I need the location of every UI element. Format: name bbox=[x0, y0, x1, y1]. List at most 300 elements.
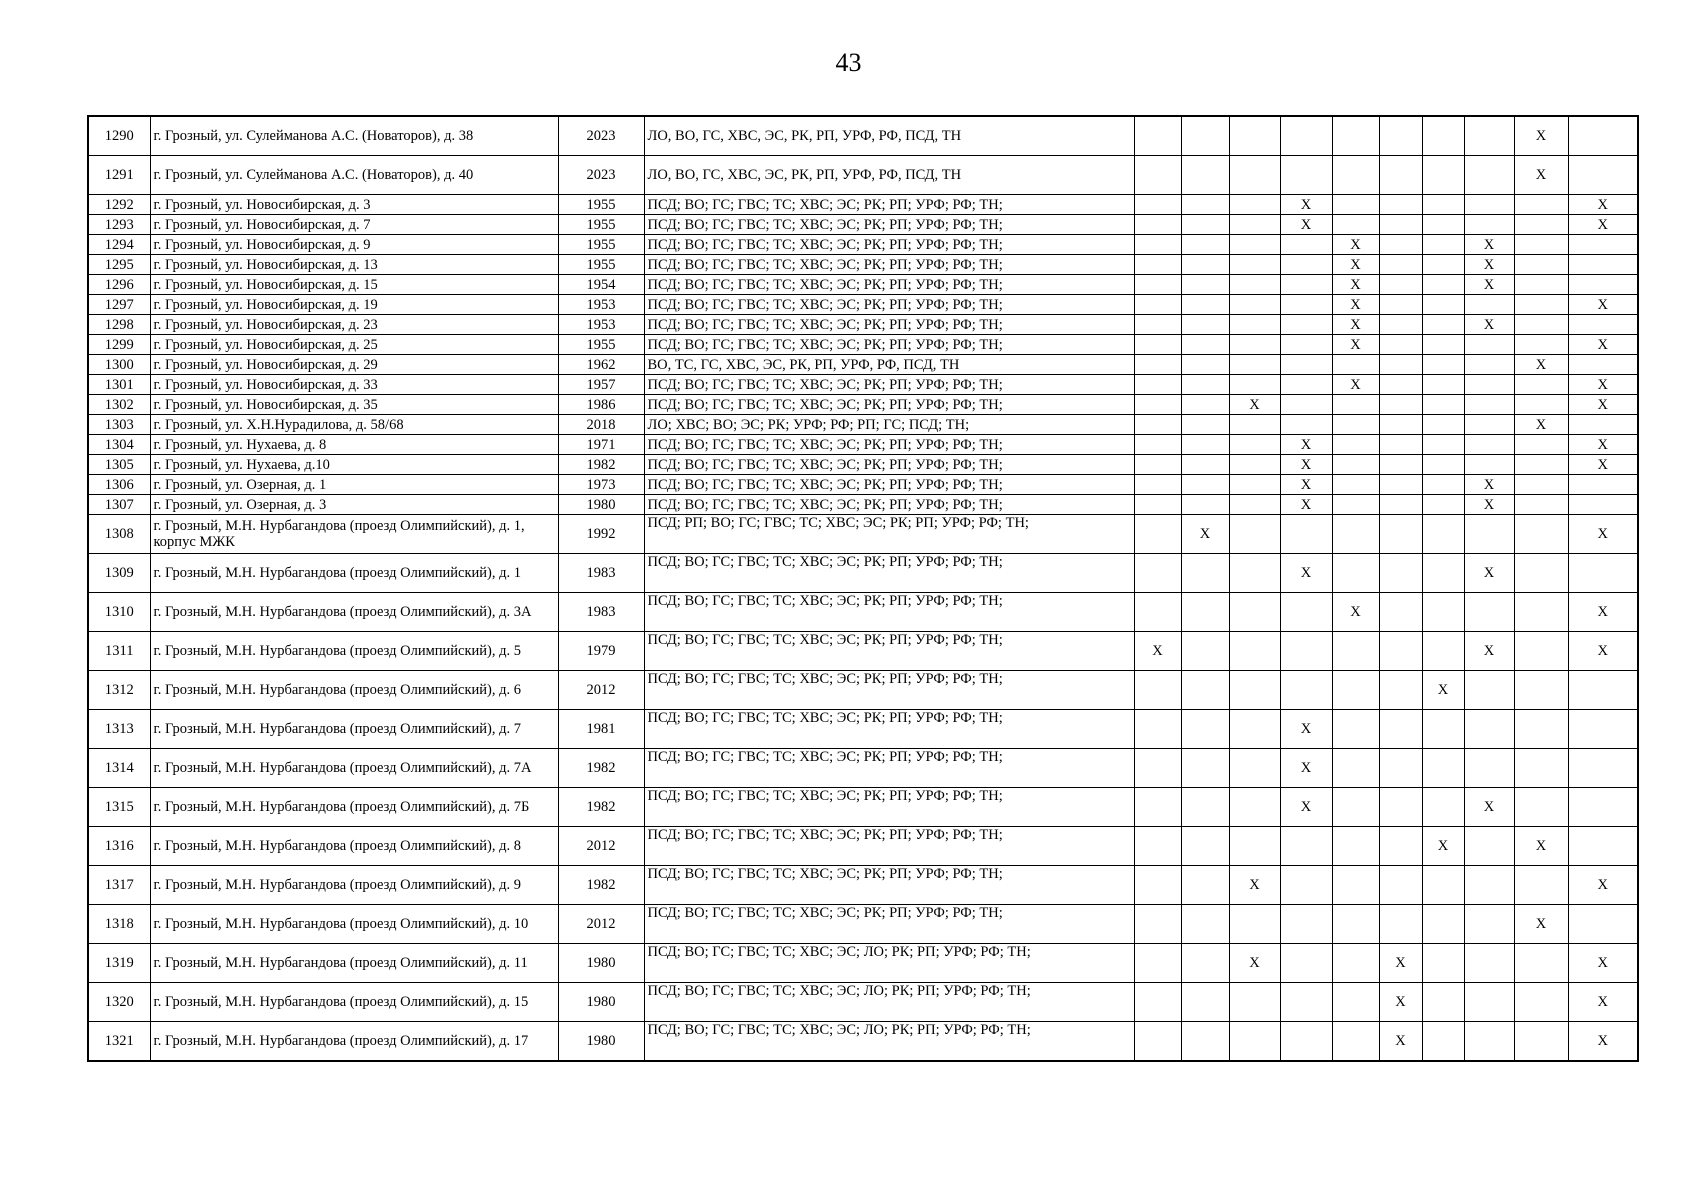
row-address: г. Грозный, М.Н. Нурбагандова (проезд Олимпийский), д. 15 bbox=[150, 983, 558, 1022]
row-mark-2 bbox=[1181, 235, 1229, 255]
row-works: ПСД; ВО; ГС; ГВС; ТС; ХВС; ЭС; РК; РП; УРФ; РФ; ТН; bbox=[644, 632, 1134, 671]
row-mark-3 bbox=[1229, 710, 1280, 749]
row-mark-8 bbox=[1464, 866, 1514, 905]
row-number: 1315 bbox=[88, 788, 150, 827]
row-number: 1295 bbox=[88, 255, 150, 275]
table-row bbox=[88, 255, 1638, 275]
row-mark-7 bbox=[1422, 215, 1464, 235]
row-mark-4 bbox=[1280, 395, 1332, 415]
row-mark-8 bbox=[1464, 1022, 1514, 1062]
row-mark-6: X bbox=[1379, 983, 1422, 1022]
row-year: 1955 bbox=[558, 335, 644, 355]
row-works: ПСД; ВО; ГС; ГВС; ТС; ХВС; ЭС; РК; РП; УРФ; РФ; ТН; bbox=[644, 235, 1134, 255]
row-mark-8 bbox=[1464, 195, 1514, 215]
row-mark-6 bbox=[1379, 215, 1422, 235]
row-number: 1316 bbox=[88, 827, 150, 866]
row-mark-1 bbox=[1134, 554, 1181, 593]
row-mark-4: X bbox=[1280, 475, 1332, 495]
row-year: 1973 bbox=[558, 475, 644, 495]
row-mark-3 bbox=[1229, 515, 1280, 554]
row-address: г. Грозный, М.Н. Нурбагандова (проезд Олимпийский), д. 1, корпус МЖК bbox=[150, 515, 558, 554]
row-mark-2 bbox=[1181, 255, 1229, 275]
row-mark-8 bbox=[1464, 827, 1514, 866]
table-row bbox=[88, 116, 1638, 156]
row-works: ПСД; ВО; ГС; ГВС; ТС; ХВС; ЭС; РК; РП; УРФ; РФ; ТН; bbox=[644, 671, 1134, 710]
row-mark-9 bbox=[1514, 495, 1568, 515]
row-address: г. Грозный, М.Н. Нурбагандова (проезд Олимпийский), д. 7А bbox=[150, 749, 558, 788]
row-number: 1300 bbox=[88, 355, 150, 375]
row-mark-7 bbox=[1422, 335, 1464, 355]
row-number: 1304 bbox=[88, 435, 150, 455]
row-mark-3 bbox=[1229, 295, 1280, 315]
row-mark-9 bbox=[1514, 455, 1568, 475]
row-year: 1955 bbox=[558, 235, 644, 255]
row-mark-1 bbox=[1134, 355, 1181, 375]
row-mark-6 bbox=[1379, 495, 1422, 515]
row-mark-8 bbox=[1464, 593, 1514, 632]
row-mark-5 bbox=[1332, 983, 1379, 1022]
row-mark-9: X bbox=[1514, 905, 1568, 944]
row-mark-3 bbox=[1229, 275, 1280, 295]
row-year: 1954 bbox=[558, 275, 644, 295]
row-mark-2 bbox=[1181, 827, 1229, 866]
table-row bbox=[88, 375, 1638, 395]
row-year: 1982 bbox=[558, 455, 644, 475]
row-mark-5 bbox=[1332, 671, 1379, 710]
row-mark-3 bbox=[1229, 749, 1280, 788]
row-number: 1290 bbox=[88, 116, 150, 156]
row-works: ПСД; РП; ВО; ГС; ГВС; ТС; ХВС; ЭС; РК; РП; УРФ; РФ; ТН; bbox=[644, 515, 1134, 554]
row-works: ПСД; ВО; ГС; ГВС; ТС; ХВС; ЭС; РК; РП; УРФ; РФ; ТН; bbox=[644, 866, 1134, 905]
row-mark-10 bbox=[1568, 749, 1638, 788]
row-works: ПСД; ВО; ГС; ГВС; ТС; ХВС; ЭС; РК; РП; УРФ; РФ; ТН; bbox=[644, 905, 1134, 944]
row-address: г. Грозный, М.Н. Нурбагандова (проезд Олимпийский), д. 7Б bbox=[150, 788, 558, 827]
row-mark-8 bbox=[1464, 515, 1514, 554]
row-mark-8 bbox=[1464, 116, 1514, 156]
row-year: 1983 bbox=[558, 593, 644, 632]
row-mark-6 bbox=[1379, 866, 1422, 905]
row-address: г. Грозный, ул. Сулейманова А.С. (Новаторов), д. 38 bbox=[150, 116, 558, 156]
row-mark-9 bbox=[1514, 554, 1568, 593]
row-mark-2 bbox=[1181, 554, 1229, 593]
row-mark-6 bbox=[1379, 475, 1422, 495]
row-mark-6 bbox=[1379, 515, 1422, 554]
row-mark-5 bbox=[1332, 749, 1379, 788]
row-address: г. Грозный, ул. Новосибирская, д. 19 bbox=[150, 295, 558, 315]
row-mark-10: X bbox=[1568, 632, 1638, 671]
row-mark-4 bbox=[1280, 515, 1332, 554]
row-mark-8 bbox=[1464, 905, 1514, 944]
row-mark-10 bbox=[1568, 475, 1638, 495]
row-mark-9 bbox=[1514, 475, 1568, 495]
row-mark-1 bbox=[1134, 827, 1181, 866]
row-mark-7 bbox=[1422, 1022, 1464, 1062]
row-mark-10: X bbox=[1568, 983, 1638, 1022]
row-address: г. Грозный, ул. Новосибирская, д. 33 bbox=[150, 375, 558, 395]
row-year: 2012 bbox=[558, 905, 644, 944]
row-mark-5 bbox=[1332, 944, 1379, 983]
row-mark-9 bbox=[1514, 395, 1568, 415]
row-mark-1 bbox=[1134, 215, 1181, 235]
table-row bbox=[88, 195, 1638, 215]
row-number: 1313 bbox=[88, 710, 150, 749]
row-mark-8 bbox=[1464, 156, 1514, 195]
row-mark-10 bbox=[1568, 315, 1638, 335]
row-mark-6 bbox=[1379, 415, 1422, 435]
table-row bbox=[88, 275, 1638, 295]
row-mark-10: X bbox=[1568, 515, 1638, 554]
row-year: 1962 bbox=[558, 355, 644, 375]
row-mark-1 bbox=[1134, 1022, 1181, 1062]
row-mark-1 bbox=[1134, 495, 1181, 515]
row-works: ПСД; ВО; ГС; ГВС; ТС; ХВС; ЭС; РК; РП; УРФ; РФ; ТН; bbox=[644, 710, 1134, 749]
row-mark-9 bbox=[1514, 375, 1568, 395]
row-works: ВО, ТС, ГС, ХВС, ЭС, РК, РП, УРФ, РФ, ПСД, ТН bbox=[644, 355, 1134, 375]
row-mark-8: X bbox=[1464, 255, 1514, 275]
row-works: ПСД; ВО; ГС; ГВС; ТС; ХВС; ЭС; РК; РП; УРФ; РФ; ТН; bbox=[644, 593, 1134, 632]
row-mark-1 bbox=[1134, 788, 1181, 827]
row-mark-7 bbox=[1422, 788, 1464, 827]
row-mark-2 bbox=[1181, 632, 1229, 671]
row-works: ПСД; ВО; ГС; ГВС; ТС; ХВС; ЭС; РК; РП; УРФ; РФ; ТН; bbox=[644, 435, 1134, 455]
row-mark-7 bbox=[1422, 515, 1464, 554]
row-year: 1982 bbox=[558, 749, 644, 788]
row-mark-7 bbox=[1422, 983, 1464, 1022]
row-mark-2 bbox=[1181, 415, 1229, 435]
row-mark-2 bbox=[1181, 944, 1229, 983]
row-mark-9 bbox=[1514, 195, 1568, 215]
row-mark-3 bbox=[1229, 788, 1280, 827]
row-mark-5 bbox=[1332, 788, 1379, 827]
row-year: 1992 bbox=[558, 515, 644, 554]
row-mark-6 bbox=[1379, 827, 1422, 866]
row-works: ПСД; ВО; ГС; ГВС; ТС; ХВС; ЭС; РК; РП; УРФ; РФ; ТН; bbox=[644, 395, 1134, 415]
row-mark-10: X bbox=[1568, 335, 1638, 355]
row-mark-7 bbox=[1422, 415, 1464, 435]
row-number: 1320 bbox=[88, 983, 150, 1022]
row-mark-10 bbox=[1568, 788, 1638, 827]
row-mark-5: X bbox=[1332, 235, 1379, 255]
row-mark-4: X bbox=[1280, 710, 1332, 749]
row-address: г. Грозный, М.Н. Нурбагандова (проезд Олимпийский), д. 7 bbox=[150, 710, 558, 749]
row-mark-5: X bbox=[1332, 295, 1379, 315]
row-mark-7 bbox=[1422, 632, 1464, 671]
row-mark-8: X bbox=[1464, 632, 1514, 671]
row-mark-10 bbox=[1568, 355, 1638, 375]
row-works: ПСД; ВО; ГС; ГВС; ТС; ХВС; ЭС; РК; РП; УРФ; РФ; ТН; bbox=[644, 788, 1134, 827]
row-works: ЛО, ВО, ГС, ХВС, ЭС, РК, РП, УРФ, РФ, ПСД, ТН bbox=[644, 116, 1134, 156]
table-row bbox=[88, 335, 1638, 355]
table-row bbox=[88, 235, 1638, 255]
row-address: г. Грозный, М.Н. Нурбагандова (проезд Олимпийский), д. 11 bbox=[150, 944, 558, 983]
row-mark-1 bbox=[1134, 749, 1181, 788]
row-mark-7 bbox=[1422, 255, 1464, 275]
row-mark-9 bbox=[1514, 788, 1568, 827]
row-mark-6 bbox=[1379, 335, 1422, 355]
row-mark-4 bbox=[1280, 632, 1332, 671]
table-row bbox=[88, 355, 1638, 375]
row-mark-8 bbox=[1464, 395, 1514, 415]
row-mark-9 bbox=[1514, 255, 1568, 275]
row-mark-4 bbox=[1280, 235, 1332, 255]
row-mark-1 bbox=[1134, 295, 1181, 315]
row-mark-3 bbox=[1229, 415, 1280, 435]
row-mark-1 bbox=[1134, 255, 1181, 275]
row-works: ПСД; ВО; ГС; ГВС; ТС; ХВС; ЭС; РК; РП; УРФ; РФ; ТН; bbox=[644, 295, 1134, 315]
row-mark-4 bbox=[1280, 315, 1332, 335]
row-address: г. Грозный, ул. Озерная, д. 1 bbox=[150, 475, 558, 495]
table-row bbox=[88, 295, 1638, 315]
row-works: ЛО, ВО, ГС, ХВС, ЭС, РК, РП, УРФ, РФ, ПСД, ТН bbox=[644, 156, 1134, 195]
row-mark-4: X bbox=[1280, 495, 1332, 515]
row-mark-2 bbox=[1181, 455, 1229, 475]
row-mark-9 bbox=[1514, 749, 1568, 788]
row-mark-4 bbox=[1280, 255, 1332, 275]
row-mark-3 bbox=[1229, 315, 1280, 335]
row-mark-2 bbox=[1181, 195, 1229, 215]
row-works: ПСД; ВО; ГС; ГВС; ТС; ХВС; ЭС; РК; РП; УРФ; РФ; ТН; bbox=[644, 215, 1134, 235]
row-mark-3: X bbox=[1229, 944, 1280, 983]
row-mark-2: X bbox=[1181, 515, 1229, 554]
row-mark-8 bbox=[1464, 295, 1514, 315]
row-mark-1 bbox=[1134, 315, 1181, 335]
housing-repair-table bbox=[87, 115, 1639, 1062]
row-mark-10 bbox=[1568, 235, 1638, 255]
row-mark-3 bbox=[1229, 495, 1280, 515]
row-mark-4 bbox=[1280, 355, 1332, 375]
table-row bbox=[88, 1022, 1638, 1062]
row-mark-2 bbox=[1181, 593, 1229, 632]
table-row bbox=[88, 554, 1638, 593]
row-mark-4 bbox=[1280, 866, 1332, 905]
row-mark-5 bbox=[1332, 355, 1379, 375]
row-mark-7: X bbox=[1422, 671, 1464, 710]
row-address: г. Грозный, ул. Новосибирская, д. 35 bbox=[150, 395, 558, 415]
table-body bbox=[88, 116, 1638, 1061]
row-mark-2 bbox=[1181, 710, 1229, 749]
row-mark-6 bbox=[1379, 395, 1422, 415]
row-number: 1293 bbox=[88, 215, 150, 235]
row-mark-6 bbox=[1379, 749, 1422, 788]
row-mark-3: X bbox=[1229, 395, 1280, 415]
row-mark-3 bbox=[1229, 1022, 1280, 1062]
row-address: г. Грозный, М.Н. Нурбагандова (проезд Олимпийский), д. 5 bbox=[150, 632, 558, 671]
row-mark-1 bbox=[1134, 435, 1181, 455]
row-mark-3 bbox=[1229, 983, 1280, 1022]
row-mark-6 bbox=[1379, 435, 1422, 455]
row-mark-10: X bbox=[1568, 593, 1638, 632]
row-mark-6 bbox=[1379, 905, 1422, 944]
row-mark-7 bbox=[1422, 710, 1464, 749]
row-mark-2 bbox=[1181, 275, 1229, 295]
row-mark-1 bbox=[1134, 415, 1181, 435]
row-mark-7 bbox=[1422, 944, 1464, 983]
row-mark-8 bbox=[1464, 455, 1514, 475]
table-row bbox=[88, 983, 1638, 1022]
table-row bbox=[88, 944, 1638, 983]
row-mark-6 bbox=[1379, 255, 1422, 275]
row-mark-1 bbox=[1134, 905, 1181, 944]
table-row bbox=[88, 515, 1638, 554]
row-mark-9: X bbox=[1514, 827, 1568, 866]
row-mark-8 bbox=[1464, 415, 1514, 435]
row-year: 1957 bbox=[558, 375, 644, 395]
row-mark-10 bbox=[1568, 275, 1638, 295]
row-mark-4 bbox=[1280, 944, 1332, 983]
row-year: 1980 bbox=[558, 1022, 644, 1062]
row-mark-1 bbox=[1134, 156, 1181, 195]
row-mark-2 bbox=[1181, 1022, 1229, 1062]
row-mark-9 bbox=[1514, 215, 1568, 235]
row-mark-9 bbox=[1514, 671, 1568, 710]
row-mark-7 bbox=[1422, 475, 1464, 495]
row-mark-6 bbox=[1379, 710, 1422, 749]
row-mark-6 bbox=[1379, 235, 1422, 255]
row-mark-2 bbox=[1181, 905, 1229, 944]
row-mark-8: X bbox=[1464, 554, 1514, 593]
row-number: 1306 bbox=[88, 475, 150, 495]
table-row bbox=[88, 435, 1638, 455]
row-mark-2 bbox=[1181, 983, 1229, 1022]
row-mark-9 bbox=[1514, 944, 1568, 983]
row-address: г. Грозный, М.Н. Нурбагандова (проезд Олимпийский), д. 10 bbox=[150, 905, 558, 944]
row-mark-5 bbox=[1332, 710, 1379, 749]
row-mark-9: X bbox=[1514, 415, 1568, 435]
row-mark-10: X bbox=[1568, 215, 1638, 235]
row-mark-4 bbox=[1280, 275, 1332, 295]
row-mark-10: X bbox=[1568, 295, 1638, 315]
row-mark-4: X bbox=[1280, 455, 1332, 475]
row-mark-10 bbox=[1568, 671, 1638, 710]
row-mark-7 bbox=[1422, 905, 1464, 944]
row-mark-7 bbox=[1422, 355, 1464, 375]
row-mark-4 bbox=[1280, 156, 1332, 195]
row-number: 1317 bbox=[88, 866, 150, 905]
row-mark-5: X bbox=[1332, 335, 1379, 355]
row-mark-9 bbox=[1514, 435, 1568, 455]
row-mark-3 bbox=[1229, 632, 1280, 671]
table-row bbox=[88, 455, 1638, 475]
row-number: 1291 bbox=[88, 156, 150, 195]
row-mark-6 bbox=[1379, 593, 1422, 632]
row-mark-10 bbox=[1568, 495, 1638, 515]
row-mark-1 bbox=[1134, 375, 1181, 395]
row-works: ПСД; ВО; ГС; ГВС; ТС; ХВС; ЭС; РК; РП; УРФ; РФ; ТН; bbox=[644, 275, 1134, 295]
row-mark-6 bbox=[1379, 275, 1422, 295]
row-mark-9 bbox=[1514, 235, 1568, 255]
row-mark-8 bbox=[1464, 671, 1514, 710]
row-mark-4 bbox=[1280, 671, 1332, 710]
row-address: г. Грозный, ул. Новосибирская, д. 7 bbox=[150, 215, 558, 235]
row-mark-2 bbox=[1181, 749, 1229, 788]
row-mark-1 bbox=[1134, 275, 1181, 295]
row-address: г. Грозный, М.Н. Нурбагандова (проезд Олимпийский), д. 8 bbox=[150, 827, 558, 866]
row-mark-3 bbox=[1229, 905, 1280, 944]
row-number: 1307 bbox=[88, 495, 150, 515]
row-mark-8 bbox=[1464, 944, 1514, 983]
row-address: г. Грозный, ул. Новосибирская, д. 9 bbox=[150, 235, 558, 255]
row-year: 1986 bbox=[558, 395, 644, 415]
row-mark-10: X bbox=[1568, 195, 1638, 215]
row-mark-5 bbox=[1332, 435, 1379, 455]
row-mark-1: X bbox=[1134, 632, 1181, 671]
row-address: г. Грозный, ул. Нухаева, д.10 bbox=[150, 455, 558, 475]
row-mark-8: X bbox=[1464, 235, 1514, 255]
row-mark-5 bbox=[1332, 554, 1379, 593]
row-mark-6 bbox=[1379, 671, 1422, 710]
row-mark-8: X bbox=[1464, 788, 1514, 827]
row-mark-1 bbox=[1134, 475, 1181, 495]
row-year: 1955 bbox=[558, 255, 644, 275]
row-mark-1 bbox=[1134, 335, 1181, 355]
row-mark-1 bbox=[1134, 944, 1181, 983]
row-mark-3 bbox=[1229, 375, 1280, 395]
row-mark-2 bbox=[1181, 475, 1229, 495]
row-mark-9 bbox=[1514, 632, 1568, 671]
row-mark-2 bbox=[1181, 315, 1229, 335]
row-mark-3 bbox=[1229, 116, 1280, 156]
table-row bbox=[88, 710, 1638, 749]
row-number: 1314 bbox=[88, 749, 150, 788]
row-mark-4: X bbox=[1280, 195, 1332, 215]
row-mark-5: X bbox=[1332, 255, 1379, 275]
row-mark-2 bbox=[1181, 295, 1229, 315]
row-number: 1309 bbox=[88, 554, 150, 593]
row-works: ПСД; ВО; ГС; ГВС; ТС; ХВС; ЭС; РК; РП; УРФ; РФ; ТН; bbox=[644, 455, 1134, 475]
row-mark-6 bbox=[1379, 455, 1422, 475]
row-mark-1 bbox=[1134, 515, 1181, 554]
row-address: г. Грозный, ул. Х.Н.Нурадилова, д. 58/68 bbox=[150, 415, 558, 435]
row-year: 1955 bbox=[558, 215, 644, 235]
row-address: г. Грозный, ул. Озерная, д. 3 bbox=[150, 495, 558, 515]
row-number: 1310 bbox=[88, 593, 150, 632]
row-mark-9 bbox=[1514, 1022, 1568, 1062]
row-mark-10: X bbox=[1568, 866, 1638, 905]
table-row bbox=[88, 395, 1638, 415]
row-mark-7 bbox=[1422, 116, 1464, 156]
table-row bbox=[88, 156, 1638, 195]
table-row bbox=[88, 671, 1638, 710]
row-mark-3 bbox=[1229, 455, 1280, 475]
table-row bbox=[88, 632, 1638, 671]
row-number: 1301 bbox=[88, 375, 150, 395]
row-mark-2 bbox=[1181, 375, 1229, 395]
row-mark-7 bbox=[1422, 315, 1464, 335]
row-mark-5: X bbox=[1332, 275, 1379, 295]
table-row bbox=[88, 593, 1638, 632]
row-mark-8 bbox=[1464, 710, 1514, 749]
row-number: 1292 bbox=[88, 195, 150, 215]
row-mark-9: X bbox=[1514, 355, 1568, 375]
row-year: 2023 bbox=[558, 116, 644, 156]
row-mark-2 bbox=[1181, 495, 1229, 515]
row-mark-6 bbox=[1379, 195, 1422, 215]
row-mark-10: X bbox=[1568, 1022, 1638, 1062]
page-number: 43 bbox=[835, 48, 862, 77]
row-mark-8 bbox=[1464, 749, 1514, 788]
row-mark-7 bbox=[1422, 866, 1464, 905]
row-mark-5 bbox=[1332, 905, 1379, 944]
row-mark-7 bbox=[1422, 593, 1464, 632]
row-year: 1982 bbox=[558, 788, 644, 827]
row-mark-9: X bbox=[1514, 156, 1568, 195]
row-mark-4: X bbox=[1280, 215, 1332, 235]
row-address: г. Грозный, ул. Новосибирская, д. 15 bbox=[150, 275, 558, 295]
row-mark-7 bbox=[1422, 375, 1464, 395]
row-mark-7: X bbox=[1422, 827, 1464, 866]
row-mark-7 bbox=[1422, 295, 1464, 315]
row-mark-7 bbox=[1422, 235, 1464, 255]
